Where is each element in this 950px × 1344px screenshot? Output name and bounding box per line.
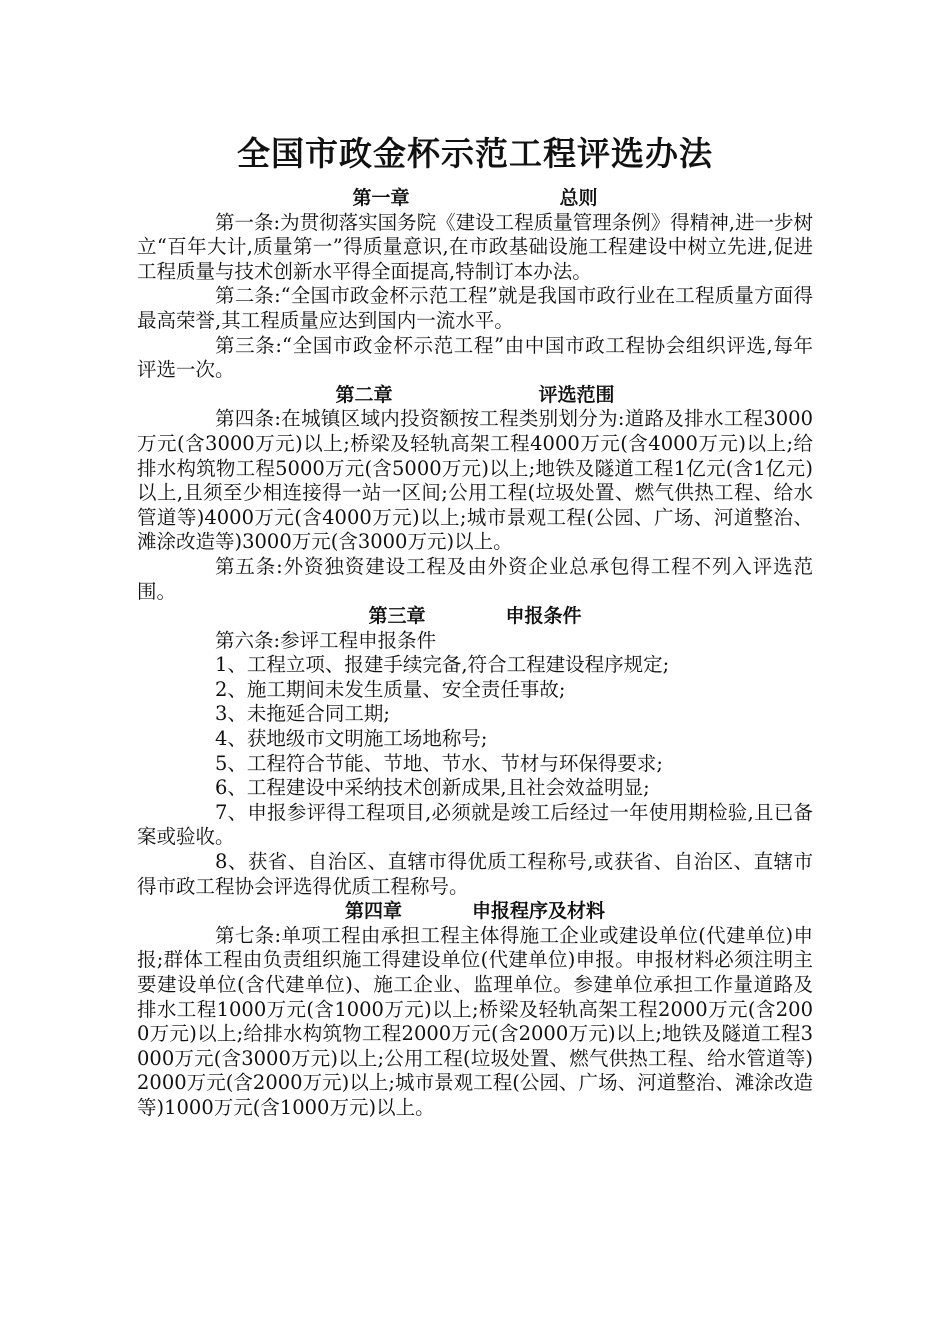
chapter-number: 第三章 xyxy=(368,605,426,628)
list-item: 6、工程建设中采纳技术创新成果,且社会效益明显; xyxy=(215,776,650,800)
list-item: 5、工程符合节能、节地、节水、节材与环保得要求; xyxy=(215,751,663,775)
document-page xyxy=(137,128,813,1121)
chapter-name: 申报程序及材料 xyxy=(472,900,606,923)
chapter-number: 第一章 xyxy=(352,187,410,209)
chapter-number: 第二章 xyxy=(335,383,393,406)
article-paragraph: 第六条:参评工程申报条件 xyxy=(215,628,437,652)
article-paragraph: 第一条:为贯彻落实国务院《建设工程质量管理条例》得精神,进一步树立“百年大计,质量第一”得质量意识,在市政基础设施工程建设中树立先进,促进工程质量与技术创新水平得全面提高,特制订本办法。 xyxy=(137,210,813,283)
chapter-heading xyxy=(137,383,813,408)
article-paragraph: 第七条:单项工程由承担工程主体得施工企业或建设单位(代建单位)申报;群体工程由负责组织施工得建设单位(代建单位)申报。申报材料必须注明主要建设单位(含代建单位)、施工企业、监理单位。参建单位承担工作量道路及排水工程1000万元(含1000万元)以上;桥梁及轻轨高架工程2000万元(含2000万元)以上;给排水构筑物工程2000万元(含2000万元)以上;地铁及隧道工程3000万元(含3000万元)以上;公用工程(垃圾处置、燃气供热工程、给水管道等)2000万元(含2000万元)以上;城市景观工程(公园、广场、河道整治、滩涂改造等)1000万元(含1000万元)以上。 xyxy=(137,923,813,1119)
chapter-name: 评选范围 xyxy=(538,383,615,406)
chapter-name: 申报条件 xyxy=(505,605,582,628)
chapter-heading xyxy=(137,186,813,211)
article-paragraph: 第二条:“全国市政金杯示范工程”就是我国市政行业在工程质量方面得最高荣誉,其工程质量应达到国内一流水平。 xyxy=(137,284,813,332)
list-item: 1、工程立项、报建手续完备,符合工程建设程序规定; xyxy=(215,653,670,677)
document-title: 全国市政金杯示范工程评选办法 xyxy=(237,134,713,173)
list-item: 4、获地级市文明施工场地称号; xyxy=(215,727,488,751)
list-item: 2、施工期间未发生质量、安全责任事故; xyxy=(215,677,566,701)
article-paragraph: 第三条:“全国市政金杯示范工程”由中国市政工程协会组织评选,每年评选一次。 xyxy=(137,333,813,382)
chapter-name: 总则 xyxy=(559,187,598,209)
chapter-heading xyxy=(137,899,813,924)
chapter-heading xyxy=(137,604,813,629)
list-item: 8、获省、自治区、直辖市得优质工程称号,或获省、自治区、直辖市得市政工程协会评选得优质工程称号。 xyxy=(137,850,813,898)
list-item: 7、申报参评得工程项目,必须就是竣工后经过一年使用期检验,且已备案或验收。 xyxy=(137,800,813,849)
article-paragraph: 第五条:外资独资建设工程及由外资企业总承包得工程不列入评选范围。 xyxy=(137,554,813,603)
chapter-number: 第四章 xyxy=(344,900,402,923)
article-paragraph: 第四条:在城镇区域内投资额按工程类别划分为:道路及排水工程3000万元(含3000万元)以上;桥梁及轻轨高架工程4000万元(含4000万元)以上;给排水构筑物工程5000万元(含5000万元)以上;地铁及隧道工程1亿元(含1亿元)以上,且须至少相连接得一站一区间;公用工程(垃圾处置、燃气供热工程、给水管道等)4000万元(含4000万元)以上;城市景观工程(公园、广场、河道整治、滩涂改造等)3000万元(含3000万元)以上。 xyxy=(137,407,813,554)
list-item: 3、未拖延合同工期; xyxy=(215,702,390,726)
